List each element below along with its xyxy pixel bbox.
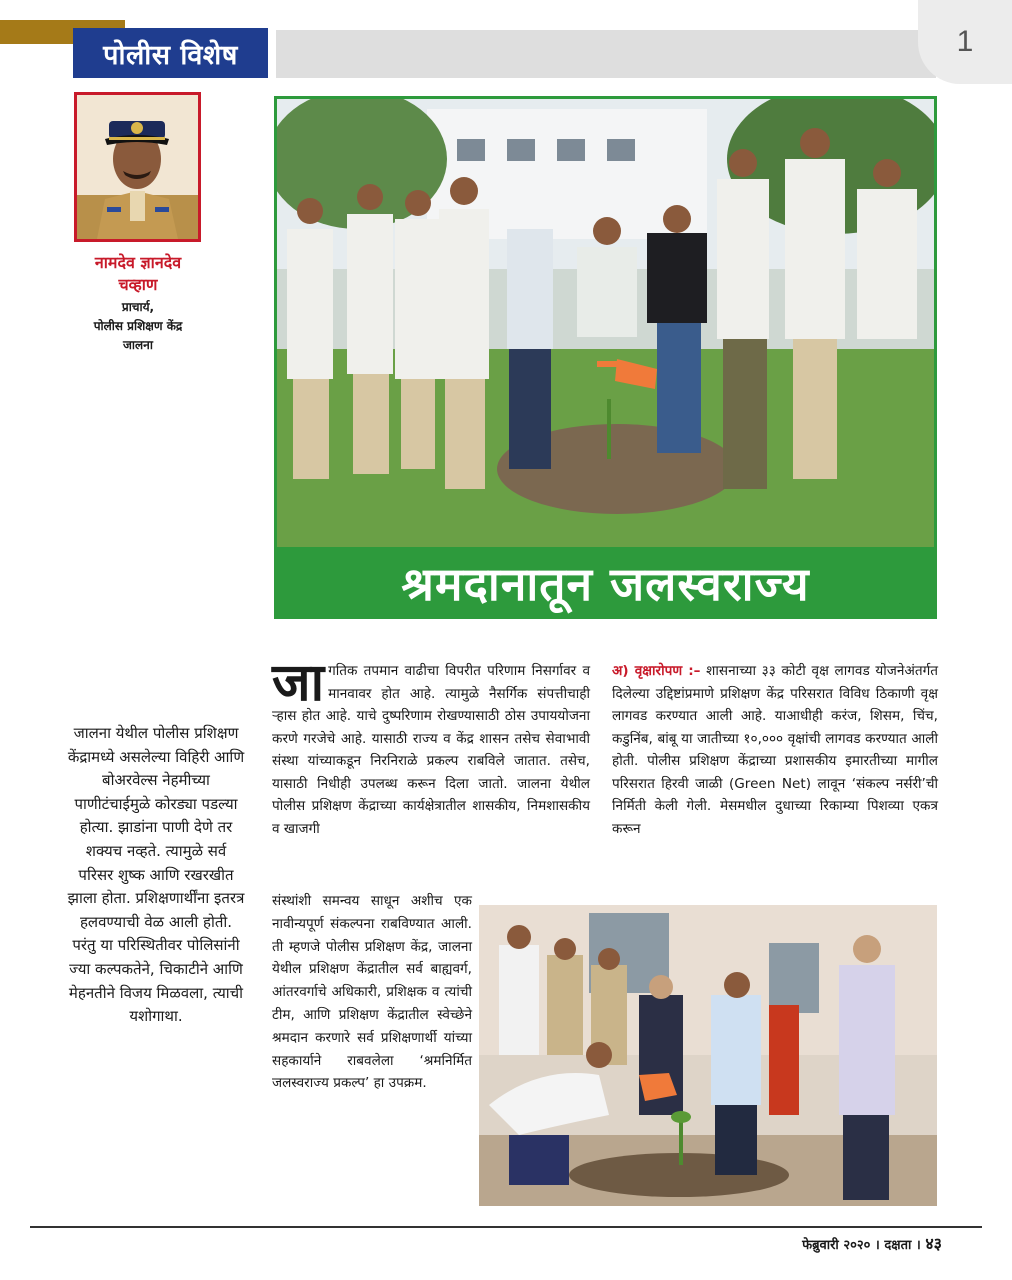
author-role: [60, 298, 216, 355]
author-role-line2: पोलीस प्रशिक्षण केंद्र: [93, 319, 183, 333]
section-label: पोलीस विशेष: [73, 28, 268, 78]
article-column-1-continued: संस्थांशी समन्वय साधून अशीच एक नावीन्यपूर्ण संकल्पना राबविण्यात आली. ती म्हणजे पोलीस प्रशिक्षण केंद्र, जालना येथील प्रशिक्षण केंद्रातील सर्व बाह्यवर्ग, आंतरवर्गाचे अधिकारी, प्रशिक्षक व त्यांची टीम, आणि प्रशिक्षण केंद्रातील स्वेच्छेने श्रमदान करणारे सर्व प्रशिक्षणार्थी यांच्या सहकार्याने राबवलेला ‘श्रमनिर्मित जलस्वराज्य प्रकल्प’ हा उपक्रम.: [272, 893, 472, 1092]
article-para2: शासनाच्या ३३ कोटी वृक्ष लागवड योजनेअंतर्गत दिलेल्या उद्दिष्टांप्रमाणे प्रशिक्षण केंद्र परिसरात विविध ठिकाणी वृक्ष लागवड करण्यात आली आहे. याआधीही करंज, शिसम, चिंच, कडुनिंब, बांबू या जातीच्या १०,००० वृक्षांची लागवड करण्यात आली होती. पोलीस प्रशिक्षण केंद्राच्या प्रशासकीय इमारतीच्या मागील परिसरात हिरवी जाळी (Green Net) लावून ‘संकल्प नर्सरी’ची निर्मिती केली गेली. मेसमधील दुधाच्या रिकाम्या पिशव्या एकत्र करून: [612, 663, 938, 837]
article-para1: गतिक तपमान वाढीचा विपरीत परिणाम निसर्गावर व मानवावर होत आहे. त्यामुळे नैसर्गिक संपत्तीचाही ऱ्हास होत आहे. याचे दुष्परिणाम रोखण्यासाठी ठोस उपाययोजना करणे गरजेचे आहे. यासाठी राज्य व केंद्र शासन तसेच सेवाभावी संस्था यांच्याकडून निरनिराळे प्रकल्प राबविले जातात. तसेच, यासाठी निधीही उपलब्ध करून दिला जातो. जालना येथील पोलीस प्रशिक्षण केंद्राच्या कार्यक्षेत्रातील शासकीय, निमशासकीय व खाजगी: [272, 663, 590, 837]
footer-rule: [30, 1226, 982, 1228]
footer-page-number: ४३: [925, 1234, 942, 1253]
subheading-tree-plantation: अ) वृक्षारोपण :–: [612, 663, 701, 679]
article-column-1: [272, 653, 590, 840]
planting-photo: [479, 905, 937, 1206]
dropcap: जा: [272, 653, 325, 713]
author-role-line3: जालना: [123, 338, 153, 352]
sidebar-intro: जालना येथील पोलीस प्रशिक्षण केंद्रामध्ये असलेल्या विहिरी आणि बोअरवेल्स नेहमीच्या पाणीटंचाईमुळे कोरड्या पडल्या होत्या. झाडांना पाणी देणे तर शक्यच नव्हते. त्यामुळे सर्व परिसर शुष्क आणि रखरखीत झाला होता. प्रशिक्षणार्थींना इतरत्र हलवण्याची वेळ आली होती. परंतु या परिस्थितीवर पोलिसांनी ज्या कल्पकतेने, चिकाटीने आणि मेहनतीने विजय मिळवला, त्याची यशोगाथा.: [67, 724, 245, 1026]
hero-title: श्रमदानातून जलस्वराज्य: [401, 557, 810, 611]
footer-magazine: दक्षता: [884, 1238, 912, 1253]
footer-month: फेब्रुवारी २०२०: [802, 1238, 871, 1253]
author-name-line1: नामदेव ज्ञानदेव: [94, 253, 182, 272]
hero-photo: [277, 99, 934, 547]
author-role-line1: प्राचार्य,: [121, 300, 155, 314]
article-column-2: [612, 660, 938, 840]
page-tab[interactable]: 1: [918, 0, 1012, 84]
author-name-line2: चव्हाण: [118, 275, 158, 294]
page-footer: [752, 1232, 942, 1254]
header-gray-band: [276, 30, 936, 78]
footer-sep-2: ।: [915, 1238, 926, 1253]
author-name: [60, 252, 216, 296]
hero-panel: [274, 96, 937, 619]
author-portrait: [74, 92, 201, 242]
footer-sep-1: ।: [874, 1238, 885, 1253]
